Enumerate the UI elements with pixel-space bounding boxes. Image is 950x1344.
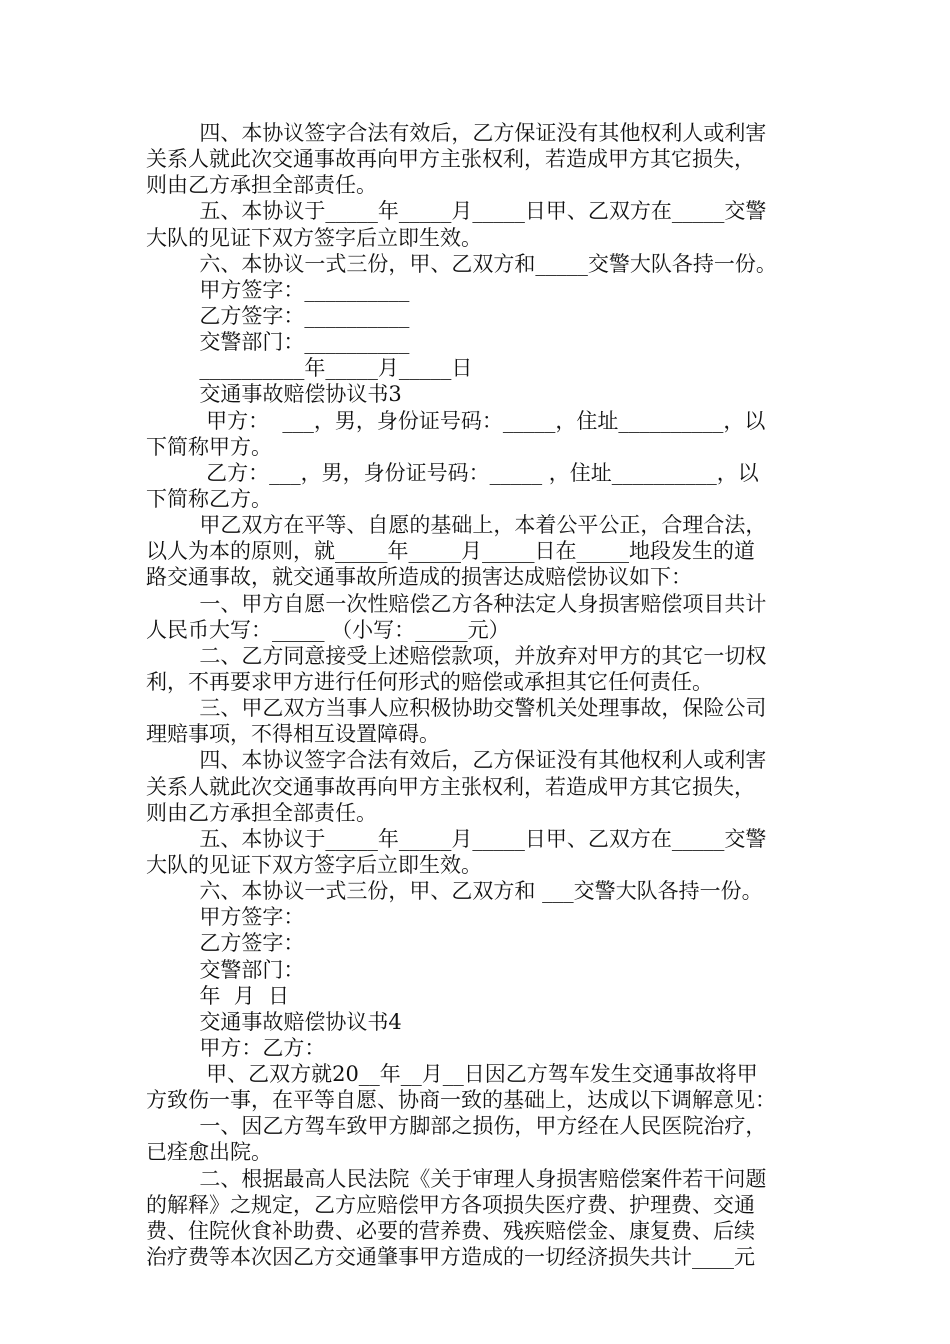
text-line: 甲乙双方在平等、自愿的基础上，本着公平公正，合理合法， [146,513,767,538]
text-line: 费、住院伙食补助费、必要的营养费、残疾赔偿金、康复费、后续 [146,1218,755,1243]
text-line: 一、甲方自愿一次性赔偿乙方各种法定人身损害赔偿项目共计 [146,591,767,616]
text-line: 路交通事故，就交通事故所造成的损害达成赔偿协议如下： [146,565,692,590]
text-line: 已痊愈出院。 [146,1140,272,1165]
text-line: 二、乙方同意接受上述赔偿款项，并放弃对甲方的其它一切权 [146,643,767,668]
date-line: 年 月 日 [146,983,290,1008]
text-line: 五、本协议于_____年_____月_____日甲、乙双方在_____交警 [146,199,767,224]
signature-line: 甲方签字：__________ [146,277,410,302]
section-title: 交通事故赔偿协议书3 [146,382,402,407]
text-line: 则由乙方承担全部责任。 [146,800,377,825]
text-line: 二、根据最高人民法院《关于审理人身损害赔偿案件若干问题 [146,1166,767,1191]
text-line: 六、本协议一式三份，甲、乙双方和_____交警大队各持一份。 [146,251,777,276]
text-line: 下简称甲方。 [146,434,272,459]
signature-line: 乙方签字： [146,931,305,956]
text-line: 关系人就此次交通事故再向甲方主张权利，若造成甲方其它损失， [146,147,755,172]
text-line: 大队的见证下双方签字后立即生效。 [146,225,482,250]
text-line: 关系人就此次交通事故再向甲方主张权利，若造成甲方其它损失， [146,774,755,799]
document-body [146,120,808,1270]
text-line: 大队的见证下双方签字后立即生效。 [146,852,482,877]
signature-line: 乙方签字：__________ [146,303,410,328]
text-line: 则由乙方承担全部责任。 [146,173,377,198]
text-line: 下简称乙方。 [146,486,272,511]
text-line: 三、甲乙双方当事人应积极协助交警机关处理事故，保险公司 [146,696,767,721]
signature-line: 交警部门：__________ [146,330,410,355]
text-line: 治疗费等本次因乙方交通肇事甲方造成的一切经济损失共计____元 [146,1245,755,1270]
text-line: 四、本协议签字合法有效后，乙方保证没有其他权利人或利害 [146,748,767,773]
date-line: __________年_____月_____日 [146,356,473,381]
text-line: 甲、乙双方就20__年__月__日因乙方驾车发生交通事故将甲 [146,1062,758,1087]
text-line: 方致伤一事，在平等自愿、协商一致的基础上，达成以下调解意见： [146,1088,776,1113]
section-title: 交通事故赔偿协议书4 [146,1009,402,1034]
text-line: 五、本协议于_____年_____月_____日甲、乙双方在_____交警 [146,826,767,851]
text-line: 的解释》之规定，乙方应赔偿甲方各项损失医疗费、护理费、交通 [146,1192,755,1217]
text-line: 以人为本的原则，就_____年_____月_____日在_____地段发生的道 [146,539,755,564]
signature-line: 交警部门： [146,957,305,982]
text-line: 六、本协议一式三份，甲、乙双方和 ___交警大队各持一份。 [146,879,763,904]
text-line: 一、因乙方驾车致甲方脚部之损伤，甲方经在人民医院治疗， [146,1114,767,1139]
text-line: 人民币大写：_____ （小写：_____元） [146,617,510,642]
text-line: 乙方：___，男，身份证号码：_____ ，住址__________，以 [146,460,759,485]
text-line: 四、本协议签字合法有效后，乙方保证没有其他权利人或利害 [146,121,767,145]
text-line: 理赔事项，不得相互设置障碍。 [146,722,440,747]
text-line: 甲方： ___，男，身份证号码：_____，住址__________，以 [146,408,766,433]
text-line: 利，不再要求甲方进行任何形式的赔偿或承担其它任何责任。 [146,669,713,694]
signature-line: 甲方签字： [146,905,305,930]
text-line: 甲方：乙方： [146,1035,326,1060]
